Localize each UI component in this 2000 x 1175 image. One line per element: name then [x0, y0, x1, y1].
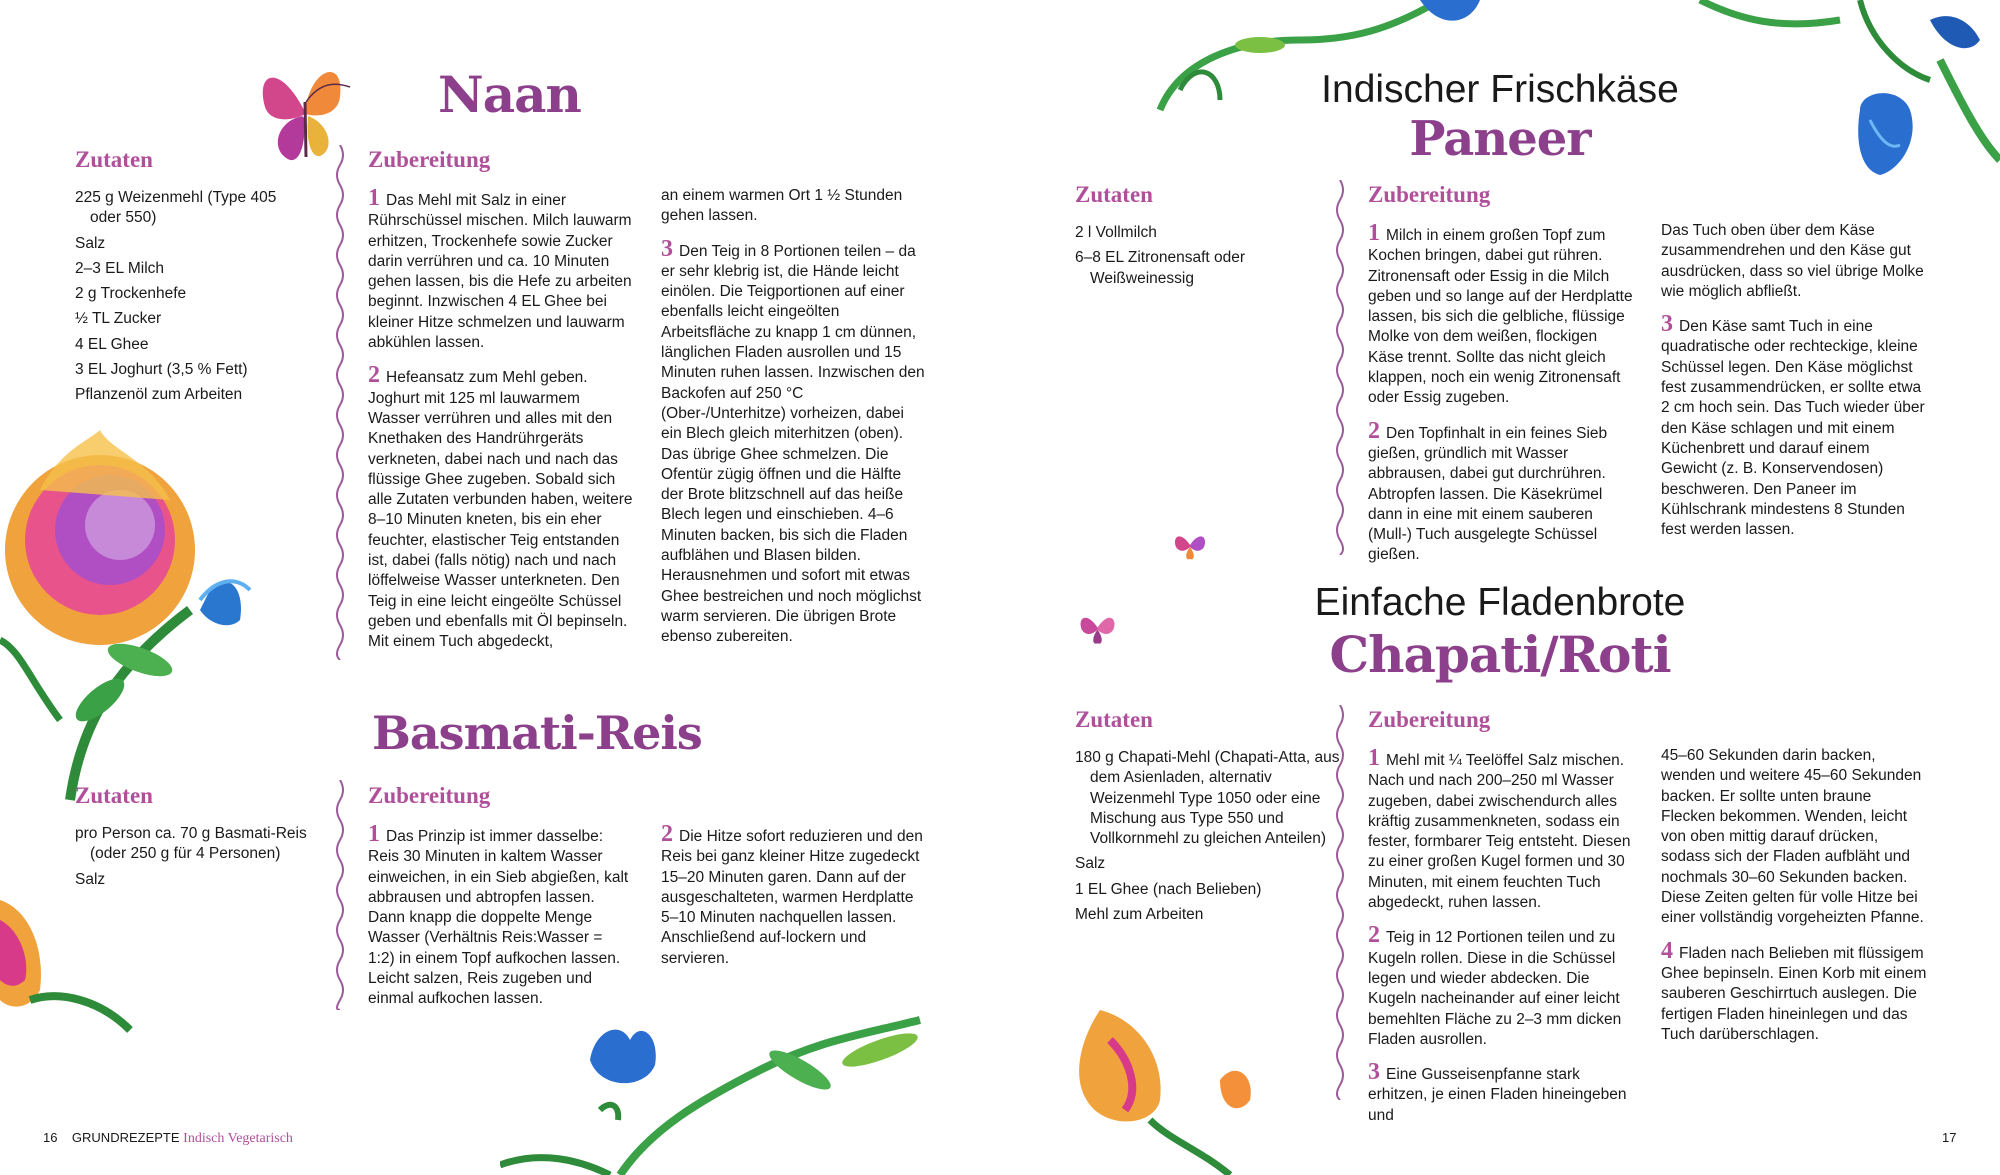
ingredient-item: 1 EL Ghee (nach Belieben) [1075, 880, 1262, 898]
step-number: 4 [1661, 937, 1673, 964]
basmati-method-col2 [661, 822, 926, 979]
method-step [1368, 746, 1636, 913]
chapati-method-col1 [1368, 746, 1636, 1136]
step-text: Milch in einem großen Topf zum Kochen bringen, dabei gut rühren. Zitronensaft oder Essig in die Milch geben und so lange auf der Herdplatte lassen, bis sich die gelbliche, flüssige Molke von dem weißen, flockigen Käse trennt. Sollte das nicht gleich klappen, noch ein wenig Zitronensaft oder Essig zugeben. [1368, 227, 1633, 407]
method-step [1368, 923, 1636, 1050]
step-number: 1 [1368, 220, 1380, 246]
paneer-ingredients-list [1075, 223, 1285, 294]
basmati-ingredients-list [75, 824, 325, 895]
step-text: Das Mehl mit Salz in einer Rührschüssel mischen. Milch lauwarm erhitzen, Trockenhefe sowie Zucker darin verrühren und ca. 10 Minuten gehen lassen, bis die Hefe zu arbeiten beginnt. Inzwischen 4 EL Ghee bei kleiner Hitze schmelzen und lauwarm abkühlen lassen. [368, 192, 632, 352]
chapati-ingredients-list [1075, 748, 1340, 930]
ingredient-item: 2–3 EL Milch [75, 259, 165, 277]
step-text: Das Tuch oben über dem Käse zusammendrehen und den Käse gut ausdrücken, dass so viel übrige Molke wie möglich abfließt. [1661, 222, 1924, 300]
page-number-right: 17 [1942, 1130, 1957, 1145]
footer-left [43, 1130, 293, 1147]
ingredient-item: 3 EL Joghurt (3,5 % Fett) [75, 361, 248, 379]
naan-ingredients-list [75, 188, 285, 411]
step-text: 45–60 Sekunden darin backen, wenden und weitere 45–60 Sekunden backen. Er sollte unten braune Flecken bekommen. Wenden, leicht von oben mittig darauf drücken, sodass sich der Fladen aufbläht und nochmals 30–60 Sekunden backen. Diese Zeiten gelten für volle Hitze bei einer vollständig vorgeheizten Pfanne. [1661, 747, 1924, 927]
step-number: 3 [1368, 1059, 1380, 1086]
footer-section: Indisch Vegetarisch [183, 1131, 293, 1146]
wavy-divider [333, 145, 347, 660]
naan-method-col1 [368, 186, 633, 663]
step-text: Fladen nach Belieben mit flüssigem Ghee bepinseln. Einen Korb mit einem sauberen Geschirrtuch auslegen. Die fertigen Fladen hineinlegen und das Tuch darüberschlagen. [1661, 944, 1927, 1043]
ingredient-item: ½ TL Zucker [75, 310, 162, 328]
basmati-title: Basmati-Reis [372, 706, 702, 760]
ingredient-item: 4 EL Ghee [75, 335, 149, 353]
method-step [368, 186, 633, 353]
step-text: Den Käse samt Tuch in eine quadratische oder rechteckige, kleine Schüssel legen. Den Käse möglichst fest zusammendrücken, er sollte etwa 2 cm hoch sein. Das Tuch wieder über den Käse schlagen und mit einem Küchenbrett und darauf einem Gewicht (z. B. Konservendosen) beschweren. Den Paneer im Kühlschrank mindestens 8 Stunden fest werden lassen. [1661, 318, 1925, 539]
step-number: 3 [661, 235, 673, 262]
paneer-method-col1 [1368, 221, 1636, 576]
butterfly-small-2 [1075, 605, 1120, 650]
ingredient-item: 2 g Trockenhefe [75, 285, 187, 303]
paneer-ingredients-heading: Zutaten [1075, 182, 1153, 207]
butterfly-small-1 [1170, 525, 1210, 565]
ingredient-item: 225 g Weizenmehl (Type 405 oder 550) [75, 189, 277, 227]
step-number: 1 [368, 185, 380, 211]
flower-bud-illustration [1070, 1000, 1270, 1175]
ingredient-item: Pflanzenöl zum Arbeiten [75, 386, 243, 404]
step-text: Das Prinzip ist immer dasselbe: Reis 30 Minuten in kaltem Wasser einweichen, in ein Sieb abgießen, kalt abbrausen und abtropfen lassen. Dann knapp die doppelte Menge Wasser (Verhältnis Reis:Wasser = 1:2) in einem Topf aufkochen lassen. Leicht salzen, Reis zugeben und einmal aufkochen lassen. [368, 828, 629, 1008]
footer-label: GRUNDREZEPTE [71, 1130, 180, 1145]
wavy-divider [1333, 705, 1347, 1100]
step-text: Den Topfinhalt in ein feines Sieb gießen, gründlich mit Wasser abbrausen, dabei gut durchrühren. Abtropfen lassen. Die Käsekrümel dann in eine mit einem sauberen (Mull-) Tuch ausgelegte Schüssel gießen. [1368, 424, 1608, 564]
method-step [1368, 419, 1636, 566]
method-step [1661, 221, 1929, 302]
basmati-ingredients-heading: Zutaten [75, 783, 153, 808]
ingredient-item: 180 g Chapati-Mehl (Chapati-Atta, aus dem Asienladen, alternativ Weizenmehl Type 1050 oder eine Mischung aus Type 550 und Vollkornmehl zu gleichen Anteilen) [1075, 749, 1340, 848]
step-number: 1 [1368, 745, 1380, 771]
basmati-method-heading: Zubereitung [368, 783, 491, 808]
method-step [1661, 312, 1929, 540]
step-text: Die Hitze sofort reduzieren und den Reis bei ganz kleiner Hitze zugedeckt 15–20 Minuten garen. Dann auf der ausgeschalteten, warmen Herdplatte 5–10 Minuten nachquellen lassen. Anschließend auf-lockern und servieren. [661, 828, 923, 967]
ingredient-item: Salz [75, 234, 106, 252]
method-step [661, 237, 926, 648]
method-step [1368, 1060, 1636, 1126]
step-text: an einem warmen Ort 1 ½ Stunden gehen lassen. [661, 187, 903, 225]
step-number: 2 [1368, 922, 1380, 949]
chapati-ingredients-heading: Zutaten [1075, 707, 1153, 732]
naan-ingredients-heading: Zutaten [75, 147, 153, 172]
step-number: 1 [368, 821, 380, 847]
step-text: Den Teig in 8 Portionen teilen – da er sehr klebrig ist, die Hände leicht einölen. Die Teigportionen auf einer ebenfalls leicht eingeölten Arbeitsfläche zu knapp 1 cm dünnen, länglichen Fladen ausrollen und 15 Minuten ruhen lassen. Inzwischen den Backofen auf 250 °C (Ober-/Unterhitze) vorheizen, dabei ein Blech gleich miterhitzen (oben). Das übrige Ghee schmelzen. Die Ofentür zügig öffnen und die Hälfte der Brote blitzschnell auf das heiße Blech legen und einschieben. 4–6 Minuten backen, bis sich die Fladen aufblähen und Blasen bilden. Herausnehmen und sofort mit etwas Ghee bestreichen und noch möglichst warm servieren. Die übrigen Brote ebenso zubereiten. [661, 242, 925, 646]
page-number-left: 16 [43, 1130, 58, 1145]
naan-title: Naan [438, 65, 581, 124]
method-step [368, 822, 633, 1010]
paneer-method-heading: Zubereitung [1368, 182, 1491, 207]
method-step [1368, 221, 1636, 409]
flower-illustration-bottom [500, 1010, 940, 1175]
ingredient-item: pro Person ca. 70 g Basmati-Reis (oder 250 g für 4 Personen) [75, 825, 307, 863]
step-number: 3 [1661, 311, 1673, 338]
ingredient-item: Salz [75, 870, 106, 888]
chapati-method-heading: Zubereitung [1368, 707, 1491, 732]
method-step [661, 822, 926, 969]
ingredient-item: 6–8 EL Zitronensaft oder Weißweinessig [1075, 249, 1246, 287]
ingredient-item: 2 l Vollmilch [1075, 224, 1157, 241]
ingredient-item: Salz [1075, 855, 1106, 873]
method-step [1661, 746, 1929, 929]
wavy-divider [333, 780, 347, 1010]
step-number: 2 [1368, 417, 1380, 444]
step-text: Hefeansatz zum Mehl geben. Joghurt mit 125 ml lauwarmem Wasser verrühren und alles mit den Knethaken des Handrührgeräts verkneten, dabei nach und nach das flüssige Ghee zugeben. Sobald sich alle Zutaten verbunden haben, weitere 8–10 Minuten kneten, bis ein eher feuchter, elastischer Teig entstanden ist, dabei (falls nötig) nach und nach löffelweise Wasser unterkneten. Den Teig in eine leicht eingeölte Schüssel geben und ebenfalls mit Öl bepinseln. Mit einem Tuch abgedeckt, [368, 369, 633, 651]
method-step [1661, 939, 1929, 1045]
method-step [368, 363, 633, 652]
step-number: 2 [368, 362, 380, 389]
step-number: 2 [661, 821, 673, 847]
naan-method-heading: Zubereitung [368, 147, 491, 172]
flower-illustration-left [0, 430, 260, 810]
paneer-title: Paneer [1409, 111, 1591, 167]
step-text: Mehl mit ¼ Teelöffel Salz mischen. Nach und nach 200–250 ml Wasser zugeben, dabei zwischendurch alles kräftig zusammenkneten, sodass ein fester, formbarer Teig entsteht. Diesen zu einer großen Kugel formen und 30 Minuten, mit einem feuchten Tuch abgedeckt, ruhen lassen. [1368, 752, 1631, 912]
basmati-method-col1 [368, 822, 633, 1020]
chapati-subtitle: Einfache Fladenbrote [1314, 581, 1686, 624]
flower-illustration-left-bottom [0, 880, 140, 1040]
ingredient-item: Mehl zum Arbeiten [1075, 906, 1204, 924]
naan-method-col2 [661, 186, 926, 658]
paneer-method-col2 [1661, 221, 1929, 550]
paneer-subtitle: Indischer Frischkäse [1321, 68, 1679, 111]
chapati-title: Chapati/Roti [1329, 625, 1671, 684]
step-text: Teig in 12 Portionen teilen und zu Kugeln rollen. Diese in die Schüssel legen und wieder abdecken. Die Kugeln nacheinander auf einer leicht bemehlten Fläche zu 2–3 mm dicken Fladen ausrollen. [1368, 929, 1622, 1048]
wavy-divider [1333, 180, 1347, 555]
chapati-method-col2 [1661, 746, 1929, 1055]
method-step [661, 186, 926, 227]
step-text: Eine Gusseisenpfanne stark erhitzen, je einen Fladen hineingeben und [1368, 1066, 1627, 1124]
